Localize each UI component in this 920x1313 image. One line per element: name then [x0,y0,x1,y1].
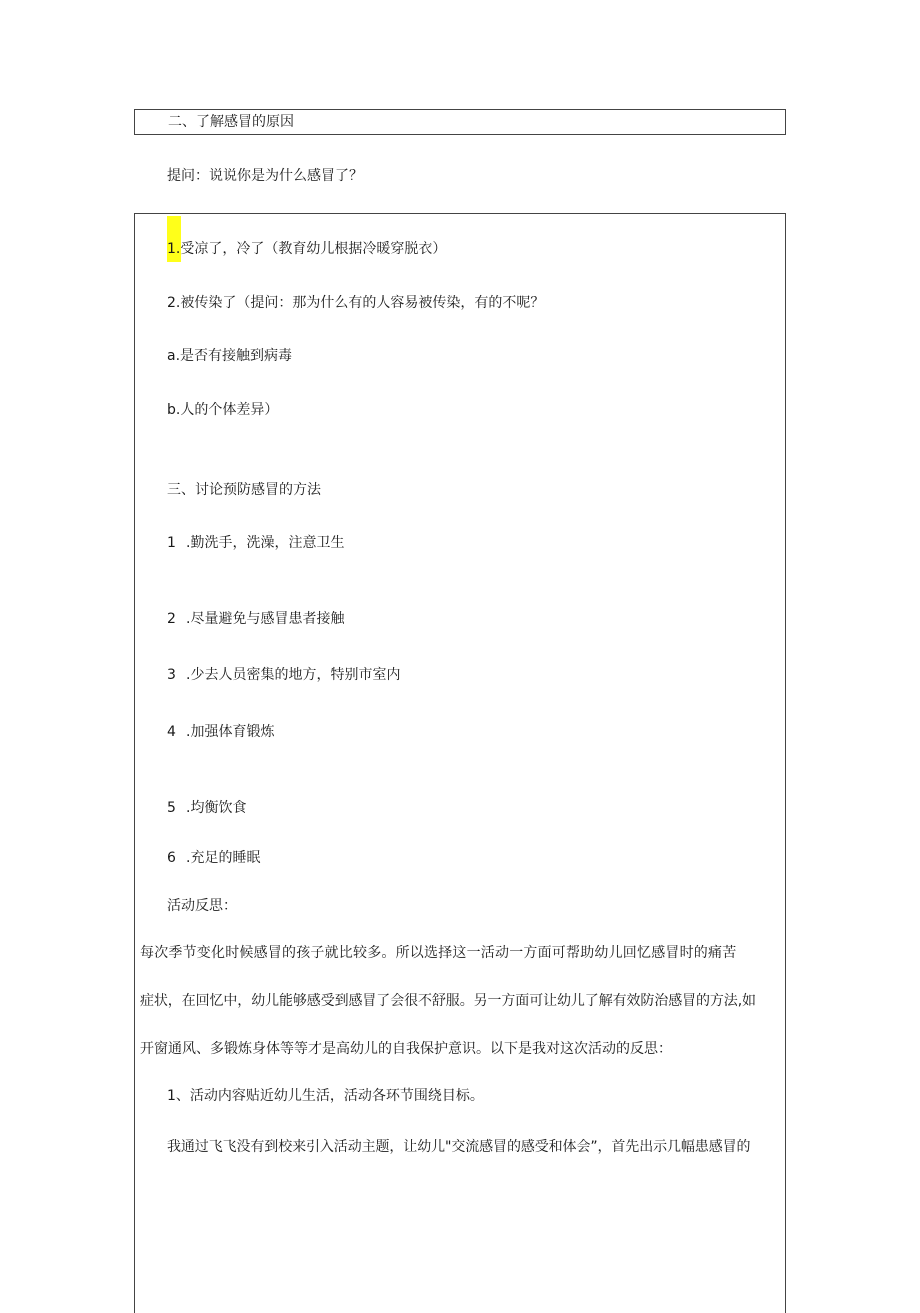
reflection-para1-line3: 开窗通风、多锻炼身体等等才是高幼儿的自我保护意识。以下是我对这次活动的反思： [140,1041,672,1057]
reflection-para1-line2: 症状，在回忆中，幼儿能够感受到感冒了会很不舒服。另一方面可让幼儿了解有效防治感冒的方法,如 [140,993,756,1009]
method-3: .少去人员密集的地方，特别市室内 [186,667,401,683]
reflection-label: 活动反思： [167,898,237,914]
section-3-heading: 三、讨论预防感冒的方法 [167,482,321,498]
reflection-point-1: 1、活动内容贴近幼儿生活，活动各环节围绕目标。 [167,1088,484,1104]
cause-2: 2.被传染了（提问：那为什么有的人容易被传染，有的不呢？ [167,295,545,311]
method-4-num: 4 [167,724,176,740]
method-2-num: 2 [167,611,176,627]
cause-2b: b.人的个体差异） [167,402,279,418]
section-heading-box [134,109,786,135]
cause-2a: a.是否有接触到病毒 [167,348,293,364]
section-2-heading: 二、了解感冒的原因 [168,114,294,130]
cause-1: 1.受凉了，冷了（教育幼儿根据冷暖穿脱衣） [167,241,447,257]
method-5: .均衡饮食 [186,800,247,816]
method-2: .尽量避免与感冒患者接触 [186,611,345,627]
reflection-para1-line1: 每次季节变化时候感冒的孩子就比较多。所以选择这一活动一方面可帮助幼儿回忆感冒时的痛苦 [140,945,737,961]
question-text: 提问：说说你是为什么感冒了？ [167,168,363,184]
method-6: .充足的睡眠 [186,850,261,866]
method-4: .加强体育锻炼 [186,724,275,740]
method-6-num: 6 [167,850,176,866]
method-3-num: 3 [167,667,176,683]
method-1-num: 1 [167,535,176,551]
method-5-num: 5 [167,800,176,816]
reflection-para2-line1: 我通过飞飞没有到校来引入活动主题，让幼儿"交流感冒的感受和体会”，首先出示几幅患感冒的 [167,1139,751,1155]
method-1: .勤洗手，洗澡，注意卫生 [186,535,345,551]
